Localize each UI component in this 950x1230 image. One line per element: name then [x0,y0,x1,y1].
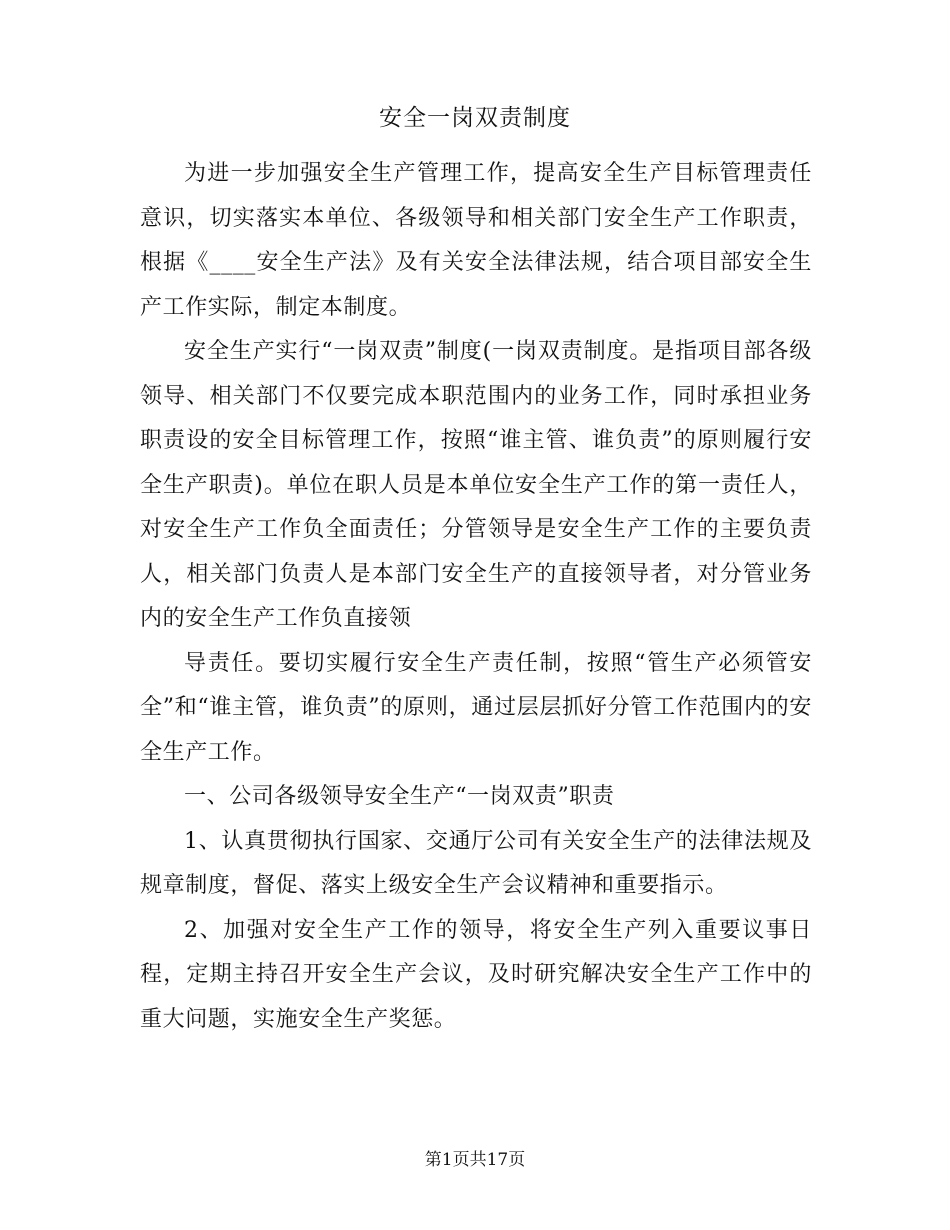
list-item-1: 1、认真贯彻执行国家、交通厅公司有关安全生产的法律法规及规章制度，督促、落实上级安全生产会议精神和重要指示。 [140,828,812,898]
section-heading-leaders: 一、公司各级领导安全生产“一岗双责”职责 [184,784,615,809]
paragraph-intro: 为进一步加强安全生产管理工作，提高安全生产目标管理责任意识，切实落实本单位、各级领导和相关部门安全生产工作职责，根据《____安全生产法》及有关安全法律法规，结合项目部安全生产工作实际，制定本制度。 [140,161,812,320]
page-number-footer: 第1页共17页 [424,1150,526,1170]
document-title: 安全一岗双责制度 [379,105,571,131]
list-item-2: 2、加强对安全生产工作的领导，将安全生产列入重要议事日程，定期主持召开安全生产会议，及时研究解决安全生产工作中的重大问题，实施安全生产奖惩。 [140,917,812,1032]
paragraph-system-definition: 安全生产实行“一岗双责”制度(一岗双责制度。是指项目部各级领导、相关部门不仅要完成本职范围内的业务工作，同时承担业务职责设的安全目标管理工作，按照“谁主管、谁负责”的原则履行安全生产职责)。单位在职人员是本单位安全生产工作的第一责任人，对安全生产工作负全面责任；分管领导是安全生产工作的主要负责人，相关部门负责人是本部门安全生产的直接领导者，对分管业务内的安全生产工作负直接领 [140,339,812,631]
paragraph-responsibility: 导责任。要切实履行安全生产责任制，按照“管生产必须管安全”和“谁主管，谁负责”的原则，通过层层抓好分管工作范围内的安全生产工作。 [140,650,812,765]
document-body [140,152,812,1042]
